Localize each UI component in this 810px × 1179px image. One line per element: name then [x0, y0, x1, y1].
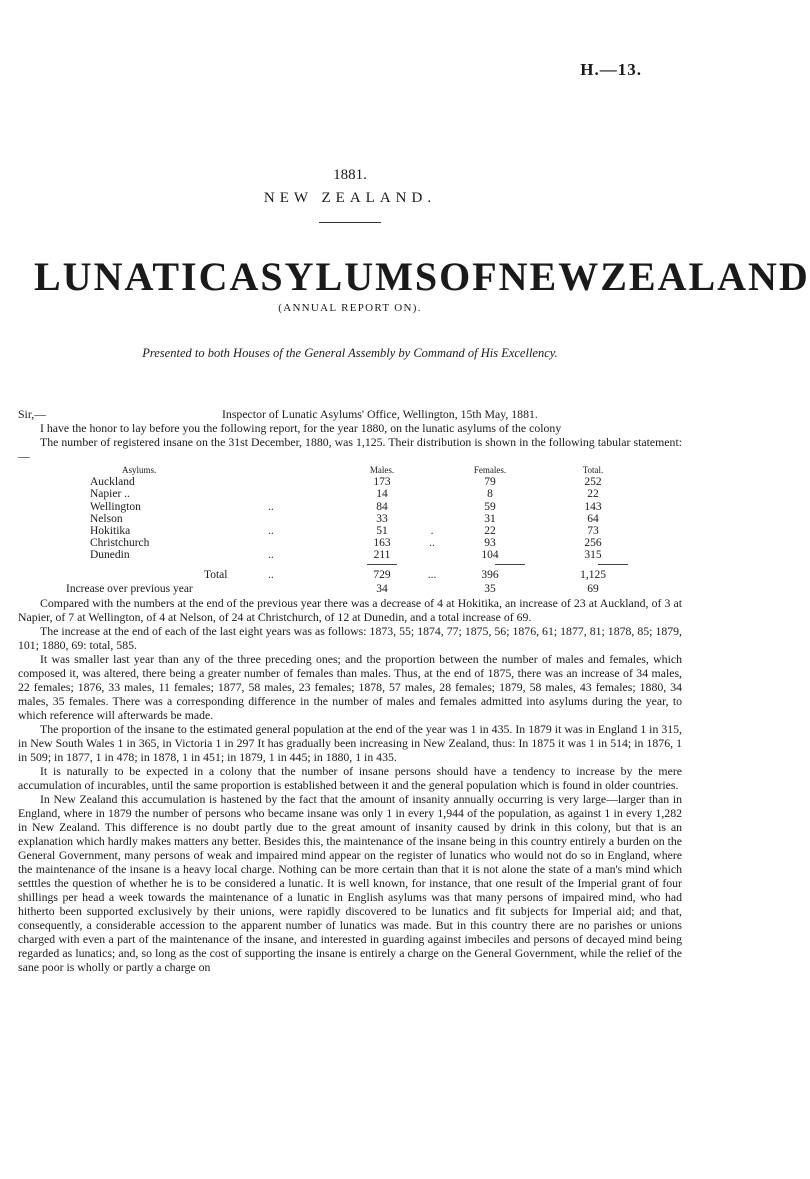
header-total: Total. — [582, 465, 604, 475]
males-cell: 51 — [376, 524, 388, 537]
total-cell: 64 — [587, 512, 599, 525]
number-paragraph: The number of registered insane on the 31st December, 1880, was 1,125. Their distribution is shown in the following tabular statement:— — [18, 435, 682, 463]
asylum-name: Wellington — [90, 500, 141, 513]
presented-line: Presented to both Houses of the General Assembly by Command of His Excellency. — [142, 346, 558, 360]
females-cell: 93 — [484, 537, 496, 550]
increase-row — [18, 583, 682, 595]
leader-dots: .. — [429, 537, 435, 550]
title-word: ZEALAND — [600, 254, 810, 299]
total-males: 729 — [373, 568, 391, 581]
leader-dots: .. — [268, 524, 274, 537]
asylum-name: Hokitika — [90, 524, 131, 537]
males-cell: 173 — [373, 476, 391, 489]
total-total: 1,125 — [580, 568, 606, 581]
leader-dots — [268, 476, 342, 488]
intro-paragraph: I have the honor to lay before you the following report, for the year 1880, on the lunatic asylums of the colony — [40, 421, 562, 435]
leader-dots — [268, 537, 342, 549]
body-paragraph: The increase at the end of each of the last eight years was as follows: 1873, 55; 1874, 77; 1875, 56; 1876, 61; 1877, 81; 1878, 85; 1879, 101; 1880, 69: total, 585. — [18, 623, 682, 652]
increase-label: Increase over previous year — [66, 582, 193, 595]
asylum-name: Nelson — [90, 512, 123, 525]
header-asylums: Asylums. — [122, 465, 157, 475]
table-header — [18, 464, 682, 476]
total-cell: 252 — [584, 476, 602, 489]
report-body — [18, 407, 682, 974]
office-line: Inspector of Lunatic Asylums' Office, Wellington, 15th May, 1881. — [222, 407, 538, 421]
total-females: 396 — [481, 568, 499, 581]
letter-heading — [18, 407, 682, 421]
report-title — [34, 254, 810, 299]
table-row — [18, 501, 682, 513]
table-row — [18, 513, 682, 525]
males-cell: 211 — [373, 549, 391, 562]
females-cell: 8 — [487, 488, 493, 501]
body-paragraph: The proportion of the insane to the estimated general population at the end of the year was 1 in 435. In 1879 it was in England 1 in 315, in New South Wales 1 in 365, in Victoria 1 in 297 It has gradually been increasing in New Zealand, thus: In 1875 it was 1 in 514; in 1876, 1 in 509; in 1877, 1 in 478; in 1878, 1 in 451; in 1879, 1 in 445; in 1880, 1 in 435. — [18, 721, 682, 764]
males-cell: 33 — [376, 512, 388, 525]
leader-dots — [268, 513, 342, 525]
females-cell: 31 — [484, 512, 496, 525]
leader-dots: .. — [268, 500, 274, 513]
leader-dots — [422, 513, 442, 525]
leader-dots — [422, 549, 442, 561]
females-cell: 22 — [484, 524, 496, 537]
body-paragraph: It was smaller last year than any of the three preceding ones; and the proportion between the number of males and females, which composed it, was altered, there being a greater number of females than males. Thus, at the end of 1875, there was an increase of 34 males, 22 females; 1876, 33 males, 11 females; 1877, 58 males, 23 females; 1878, 57 males, 28 females; 1879, 58 males, 43 females; 1880, 34 males, 35 females. There was a corresponding difference in the number of males and females admitted into asylums during the year, to which reference will afterwards be made. — [18, 651, 682, 722]
salutation: Sir,— — [18, 407, 47, 421]
page-reference: H.—13. — [580, 60, 642, 79]
increase-males: 34 — [376, 582, 388, 595]
leader-dots — [268, 488, 342, 500]
leader-dots: . — [430, 524, 434, 537]
males-cell: 84 — [376, 500, 388, 513]
total-cell: 315 — [584, 549, 602, 562]
increase-total: 69 — [587, 582, 599, 595]
body-paragraph: Compared with the numbers at the end of the previous year there was a decrease of 4 at Hokitika, an increase of 23 at Auckland, of 3 at Napier, of 7 at Wellington, of 4 at Nelson, of 24 at Christchurch, of 12 at Dunedin, and a total increase of 69. — [18, 595, 682, 624]
report-subtitle: (ANNUAL REPORT ON). — [278, 302, 422, 314]
total-cell: 73 — [587, 524, 599, 537]
title-word: NEW — [498, 254, 601, 299]
divider — [319, 222, 381, 223]
header-males: Males. — [369, 465, 395, 475]
total-cell: 143 — [584, 500, 602, 513]
body-paragraph: In New Zealand this accumulation is hastened by the fact that the amount of insanity annually occurring is very large—larger than in England, where in 1879 the number of persons who became insane was only 1 in every 1,944 of the population, as against 1 in every 1,282 in New Zealand. This difference is no doubt partly due to the great amount of insanity caused by drink in this colony, but that is an explanation which hardly makes matters any better. Besides this, the maintenance of the insane being in this country entirely a burden on the General Government, many persons of weak and impaired mind appear on the register of lunatics who would not do so in England, where the maintenance of the insane is a heavy local charge. Nothing can be more certain than that it is not alone the state of a man's mind which setttles the question of whether he is to be considered a lunatic. It is well known, for instance, that one result of the Imperial grant of four shillings per head a week towards the maintenance of a lunatic in English asylums was that many persons of impaired mind, who had hitherto been supported exclusively by their unions, were rapidly discovered to be lunatics and fit subjects for Imperial aid; and that, consequently, a considerable accession to the apparent number of lunatics was made. But in this country there are no parishes or unions charged with even a part of the maintenance of the insane, and interested in guarding against imbeciles and persons of decayed mind being regarded as lunatics; and, so long as the cost of supporting the insane is entirely a charge on the General Government, while the relief of the sane poor is wholly or partly a charge on — [18, 791, 682, 974]
title-word: LUNATIC — [34, 254, 230, 299]
leader-dots — [422, 488, 442, 500]
females-cell: 104 — [481, 549, 499, 562]
asylum-name: Dunedin — [90, 549, 130, 562]
increase-females: 35 — [484, 582, 496, 595]
males-cell: 14 — [376, 488, 388, 501]
header-females: Females. — [473, 465, 507, 475]
total-label: Total — [204, 568, 228, 581]
table-row — [18, 549, 682, 561]
leader-dots — [422, 476, 442, 488]
title-word: OF — [439, 254, 499, 299]
body-paragraph: It is naturally to be expected in a colony that the number of insane persons should have a tendency to increase by the mere accumulation of incurables, until the same proportion is established between it and the general population which is found in older countries. — [18, 763, 682, 792]
report-paragraphs — [18, 596, 682, 974]
females-cell: 79 — [484, 476, 496, 489]
asylum-name: Christchurch — [90, 537, 150, 550]
females-cell: 59 — [484, 500, 496, 513]
distribution-table — [18, 464, 682, 595]
table-row — [18, 476, 682, 488]
table-row — [18, 525, 682, 537]
table-row — [18, 537, 682, 549]
country-heading: NEW ZEALAND. — [263, 190, 437, 206]
table-rows — [18, 476, 682, 561]
table-row — [18, 488, 682, 500]
males-cell: 163 — [373, 537, 391, 550]
title-word: ASYLUMS — [229, 254, 440, 299]
asylum-name: Napier .. — [90, 488, 130, 501]
report-year: 1881. — [333, 167, 367, 183]
total-row: Total .. 729 ... 396 1,125 — [18, 567, 682, 583]
leader-dots — [422, 501, 442, 513]
total-cell: 22 — [587, 488, 599, 501]
total-cell: 256 — [584, 537, 602, 550]
leader-dots: .. — [268, 549, 274, 562]
asylum-name: Auckland — [90, 476, 135, 489]
